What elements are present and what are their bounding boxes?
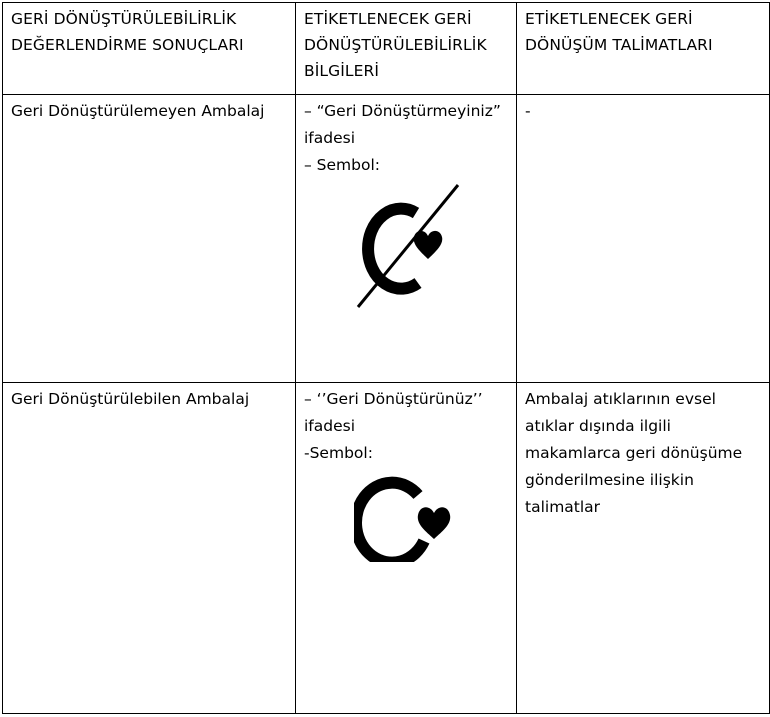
recyclability-table xyxy=(2,2,770,714)
instructions-text: Ambalaj atıklarının evsel atıklar dışında ilgili makamlarca geri dönüşüme gönderilmesine ilişkin talimatlar xyxy=(525,390,743,516)
result-cell xyxy=(3,95,296,383)
info-statement-suffix: ifadesi xyxy=(304,129,356,147)
result-text: Geri Dönüştürülebilen Ambalaj xyxy=(11,390,250,408)
instructions-text: - xyxy=(525,102,531,120)
recycle-heart-icon xyxy=(354,467,508,562)
table-row xyxy=(3,95,770,383)
symbol-label: – Sembol: xyxy=(304,156,381,174)
header-recycling-instructions: ETİKETLENECEK GERİ DÖNÜŞÜM TALİMATLARI xyxy=(517,3,770,95)
symbol-label: -Sembol: xyxy=(304,444,373,462)
info-statement: – “Geri Dönüştürmeyiniz” xyxy=(304,102,501,120)
crossed-recycle-heart-icon xyxy=(354,183,508,311)
result-cell xyxy=(3,383,296,714)
info-cell xyxy=(296,383,517,714)
header-assessment-results: GERİ DÖNÜŞTÜRÜLEBİLİRLİK DEĞERLENDİRME SONUÇLARI xyxy=(3,3,296,95)
header-recyclability-info: ETİKETLENECEK GERİ DÖNÜŞTÜRÜLEBİLİRLİK BİLGİLERİ xyxy=(296,3,517,95)
instructions-cell xyxy=(517,95,770,383)
header-row xyxy=(3,3,770,95)
info-statement: – ‘’Geri Dönüştürünüz’’ xyxy=(304,390,483,408)
info-statement-suffix: ifadesi xyxy=(304,417,356,435)
instructions-cell xyxy=(517,383,770,714)
result-text: Geri Dönüştürülemeyen Ambalaj xyxy=(11,102,265,120)
info-cell xyxy=(296,95,517,383)
table-row xyxy=(3,383,770,714)
